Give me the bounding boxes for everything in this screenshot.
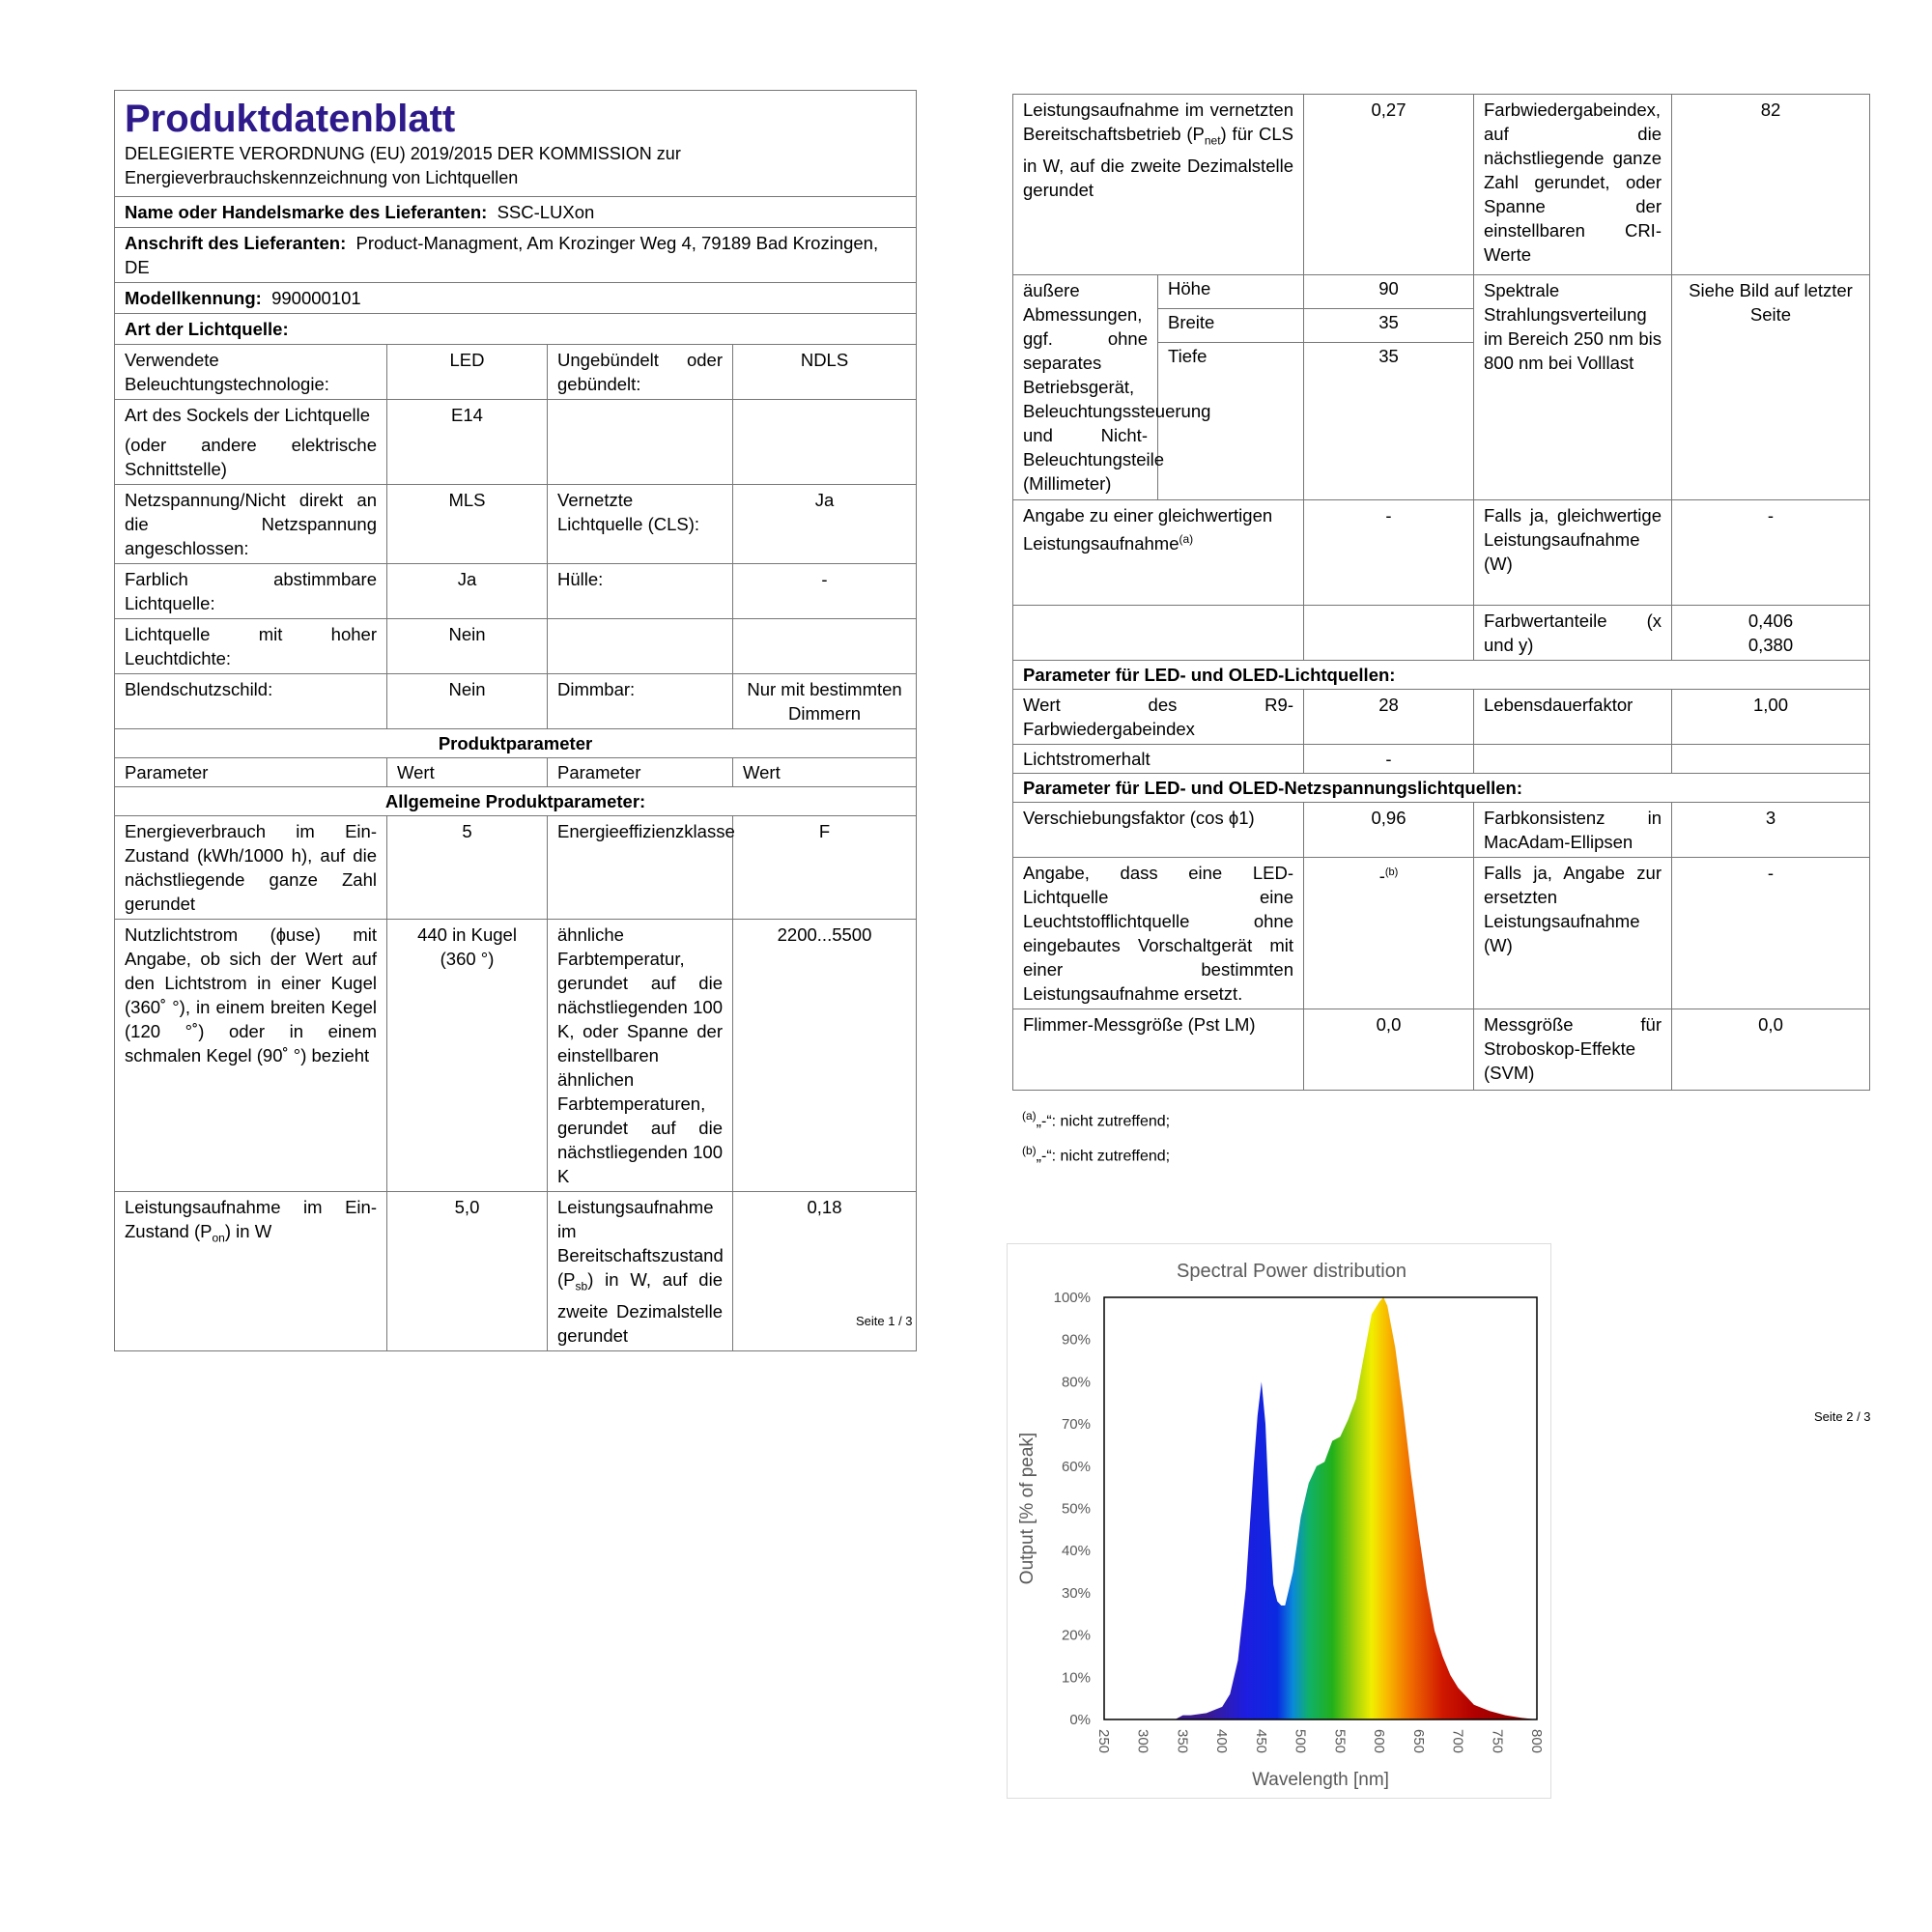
y-tick-label: 10% (1061, 1669, 1091, 1687)
param-label: Verschiebungsfaktor (cos ϕ1) (1013, 803, 1304, 858)
supplier-address-value: Product-Managment, Am Krozinger Weg 4, 79189 Bad Krozingen, DE (125, 233, 879, 277)
footnote-a-marker: (a) (1022, 1109, 1037, 1122)
param-label (115, 400, 387, 485)
param-value: Nur mit bestimmten Dimmern (733, 674, 917, 729)
supplier-name-label: Name oder Handelsmarke des Lieferanten: (125, 202, 488, 222)
param-label: Farblich abstimmbare Lichtquelle: (115, 564, 387, 619)
led-params-heading: Parameter für LED- und OLED-Lichtquellen: (1013, 661, 1870, 690)
y-tick-label: 70% (1061, 1416, 1091, 1434)
table-row (1013, 275, 1870, 309)
psb-label: Leistungsaufnahme im Bereitschaftszustand (P (557, 1197, 724, 1290)
model-value: 990000101 (271, 288, 361, 308)
column-header: Parameter (115, 758, 387, 787)
table-row (1013, 858, 1870, 1009)
psb-label-end: ) in W, auf die zweite Dezimalstelle gerundet (557, 1269, 723, 1346)
param-label (548, 619, 733, 674)
param-label: Vernetzte Lichtquelle (CLS): (548, 485, 733, 564)
table-row (1013, 745, 1870, 774)
table-row (115, 816, 917, 920)
param-value (733, 400, 917, 485)
pnet-subscript: net (1204, 133, 1221, 148)
param-label: Spektrale Strahlungsverteilung im Bereich 250 nm bis 800 nm bei Volllast (1474, 275, 1672, 500)
param-value: 0,0 (1304, 1009, 1474, 1091)
param-value: 5 (387, 816, 548, 920)
y-tick-label: 20% (1061, 1627, 1091, 1644)
footnote-b-text: „-“: nicht zutreffend; (1036, 1148, 1171, 1165)
y-tick-label: 80% (1061, 1374, 1091, 1391)
footnote-b (1022, 1136, 1170, 1171)
param-label: Verwendete Beleuchtungstechnologie: (115, 345, 387, 400)
param-value: Ja (387, 564, 548, 619)
table-row (1013, 803, 1870, 858)
datasheet-table-page-2 (1012, 94, 1870, 1091)
param-label: Blendschutzschild: (115, 674, 387, 729)
param-value: 0,18 (733, 1192, 917, 1351)
param-label (1013, 95, 1304, 275)
param-label (548, 1192, 733, 1351)
param-value: Siehe Bild auf letzter Seite (1672, 275, 1870, 500)
x-tick-label: 350 (1174, 1729, 1191, 1754)
chromaticity-x: 0,406 (1747, 611, 1794, 631)
supplier-name-value: SSC-LUXon (497, 202, 595, 222)
param-value: Nein (387, 674, 548, 729)
model-label: Modellkennung: (125, 288, 262, 308)
column-header: Wert (387, 758, 548, 787)
param-value (733, 619, 917, 674)
param-value: - (1304, 745, 1474, 774)
footnote-a-text: „-“: nicht zutreffend; (1036, 1113, 1171, 1130)
param-label: Lichtquelle mit hoher Leuchtdichte: (115, 619, 387, 674)
param-label: Angabe, dass eine LED-Lichtquelle eine Leuchtstofflichtquelle ohne eingebautes Vorschaltgerät mit einer bestimmten Leistungsaufnahme ersetzt. (1013, 858, 1304, 1009)
dimension-label: Tiefe (1158, 343, 1304, 500)
table-row (115, 1192, 917, 1351)
y-tick-label: 0% (1069, 1712, 1091, 1728)
page-number-2: Seite 2 / 3 (1814, 1409, 1871, 1424)
param-label: Lichtstromerhalt (1013, 745, 1304, 774)
y-axis-label: Output [% of peak] (1017, 1432, 1037, 1585)
table-row (115, 485, 917, 564)
footnotes (1022, 1101, 1170, 1172)
x-tick-label: 650 (1409, 1729, 1427, 1754)
replace-superscript: (b) (1384, 867, 1399, 878)
param-value: 5,0 (387, 1192, 548, 1351)
param-label: Netzspannung/Nicht direkt an die Netzspannung angeschlossen: (115, 485, 387, 564)
dimension-value: 35 (1304, 309, 1474, 343)
param-label (115, 1192, 387, 1351)
y-tick-label: 30% (1061, 1584, 1091, 1602)
y-tick-label: 60% (1061, 1458, 1091, 1475)
param-label: Messgröße für Stroboskop-Effekte (SVM) (1474, 1009, 1672, 1091)
param-label: Falls ja, Angabe zur ersetzten Leistungsaufnahme (W) (1474, 858, 1672, 1009)
y-tick-label: 50% (1061, 1500, 1091, 1518)
param-label: Energieeffizienzklasse (548, 816, 733, 920)
page-number-1: Seite 1 / 3 (856, 1314, 913, 1328)
spectral-chart (1007, 1243, 1551, 1799)
param-label (1013, 500, 1304, 606)
equiv-label: Angabe zu einer gleichwertigen Leistungsaufnahme (1023, 505, 1273, 554)
param-value: - (1672, 500, 1870, 606)
light-source-type-label: Art der Lichtquelle: (115, 314, 917, 345)
param-label: Ungebündelt oder gebündelt: (548, 345, 733, 400)
equiv-superscript: (a) (1179, 532, 1194, 546)
table-row (1013, 606, 1870, 661)
dimension-label: Höhe (1158, 275, 1304, 309)
dimension-value: 35 (1304, 343, 1474, 500)
param-value (1304, 858, 1474, 1009)
param-label: Flimmer-Messgröße (Pst LM) (1013, 1009, 1304, 1091)
x-tick-label: 450 (1252, 1729, 1269, 1754)
x-tick-label: 400 (1213, 1729, 1231, 1754)
param-label: äußere Abmessungen, ggf. ohne separates Betriebsgerät, Beleuchtungssteuerung und Nicht-Beleuchtungsteile (Millimeter) (1013, 275, 1158, 500)
param-label: Farbwertanteile (x und y) (1474, 606, 1672, 661)
chart-title: Spectral Power distribution (1177, 1261, 1406, 1282)
param-value: Ja (733, 485, 917, 564)
table-row (115, 619, 917, 674)
page-title: Produktdatenblatt (125, 98, 456, 140)
param-value: 440 in Kugel (360 °) (387, 920, 548, 1192)
param-value: 82 (1672, 95, 1870, 275)
spectral-chart-svg (1008, 1244, 1550, 1798)
param-label: Farbwiedergabeindex, auf die nächstliegende ganze Zahl gerundet, oder Spanne der einstellbaren CRI-Werte (1474, 95, 1672, 275)
page-1 (114, 90, 916, 1351)
table-row (1013, 95, 1870, 275)
param-value: 28 (1304, 690, 1474, 745)
param-value: MLS (387, 485, 548, 564)
spectrum-area (1104, 1297, 1537, 1719)
x-tick-label: 550 (1331, 1729, 1349, 1754)
param-value: E14 (387, 400, 548, 485)
param-label: Dimmbar: (548, 674, 733, 729)
dimension-label: Breite (1158, 309, 1304, 343)
table-row (1013, 500, 1870, 606)
y-tick-label: 90% (1061, 1331, 1091, 1349)
column-header: Parameter (548, 758, 733, 787)
param-value: LED (387, 345, 548, 400)
param-value: - (733, 564, 917, 619)
column-header: Wert (733, 758, 917, 787)
datasheet-table-page-1 (114, 90, 917, 1351)
pon-label: Leistungsaufnahme im Ein-Zustand (P (125, 1197, 377, 1241)
param-value: - (1672, 858, 1870, 1009)
chromaticity-y: 0,380 (1747, 635, 1794, 655)
param-label-line: Art des Sockels der Lichtquelle (125, 405, 370, 425)
product-params-heading: Produktparameter (115, 729, 917, 758)
param-label: Hülle: (548, 564, 733, 619)
table-row (115, 400, 917, 485)
table-row (1013, 690, 1870, 745)
regulation-text: DELEGIERTE VERORDNUNG (EU) 2019/2015 DER KOMMISSION zur Energieverbrauchskennzeichnung von Lichtquellen (125, 144, 681, 187)
param-value: 0,96 (1304, 803, 1474, 858)
page-2 (1012, 94, 1869, 1091)
param-label: Wert des R9-Farbwiedergabeindex (1013, 690, 1304, 745)
param-value: 1,00 (1672, 690, 1870, 745)
param-label: ähnliche Farbtemperatur, gerundet auf die nächstliegenden 100 K, oder Spanne der einstellbaren ähnlichen Farbtemperaturen, gerundet auf die nächstliegenden 100 K (548, 920, 733, 1192)
param-value: 2200...5500 (733, 920, 917, 1192)
param-label: Nutzlichtstrom (ɸuse) mit Angabe, ob sich der Wert auf den Lichtstrom in einer Kugel (360˚ °), in einem breiten Kegel (120 °˚) oder in einem schmalen Kegel (90˚ °) bezieht (115, 920, 387, 1192)
param-value: Nein (387, 619, 548, 674)
param-value: - (1304, 500, 1474, 606)
param-label: Lebensdauerfaktor (1474, 690, 1672, 745)
general-params-heading: Allgemeine Produktparameter: (115, 787, 917, 816)
param-value: 0,0 (1672, 1009, 1870, 1091)
x-tick-label: 500 (1292, 1729, 1309, 1754)
param-value (1672, 606, 1870, 661)
table-row (115, 920, 917, 1192)
dimension-value: 90 (1304, 275, 1474, 309)
param-value: NDLS (733, 345, 917, 400)
param-label: Falls ja, gleichwertige Leistungsaufnahme (W) (1474, 500, 1672, 606)
footnote-a (1022, 1101, 1170, 1136)
pnet-label-end: ) für CLS in W, auf die zweite Dezimalstelle gerundet (1023, 124, 1293, 200)
y-tick-label: 40% (1061, 1543, 1091, 1560)
param-label (548, 400, 733, 485)
x-tick-label: 600 (1371, 1729, 1388, 1754)
param-label: Energieverbrauch im Ein-Zustand (kWh/1000 h), auf die nächstliegende ganze Zahl gerundet (115, 816, 387, 920)
x-tick-label: 800 (1528, 1729, 1545, 1754)
table-row (115, 674, 917, 729)
footnote-b-marker: (b) (1022, 1144, 1037, 1158)
led-mains-params-heading: Parameter für LED- und OLED-Netzspannungslichtquellen: (1013, 774, 1870, 803)
param-value: F (733, 816, 917, 920)
supplier-address-label: Anschrift des Lieferanten: (125, 233, 347, 253)
table-row (115, 345, 917, 400)
pon-label-end: ) in W (224, 1221, 272, 1241)
param-value: 3 (1672, 803, 1870, 858)
x-tick-label: 700 (1449, 1729, 1466, 1754)
psb-subscript: sb (575, 1279, 588, 1293)
x-tick-label: 750 (1489, 1729, 1506, 1754)
param-label-line: (oder andere elektrische Schnittstelle) (125, 435, 377, 479)
x-tick-label: 300 (1134, 1729, 1151, 1754)
x-axis-label: Wavelength [nm] (1252, 1770, 1389, 1790)
param-value: 0,27 (1304, 95, 1474, 275)
pon-subscript: on (212, 1231, 225, 1245)
y-tick-label: 100% (1053, 1290, 1091, 1306)
table-row (115, 564, 917, 619)
table-row (1013, 1009, 1870, 1091)
x-tick-label: 250 (1095, 1729, 1112, 1754)
pnet-label: Leistungsaufnahme im vernetzten Bereitschaftsbetrieb (P (1023, 99, 1293, 144)
replace-value: - (1378, 866, 1385, 887)
param-label: Farbkonsistenz in MacAdam-Ellipsen (1474, 803, 1672, 858)
